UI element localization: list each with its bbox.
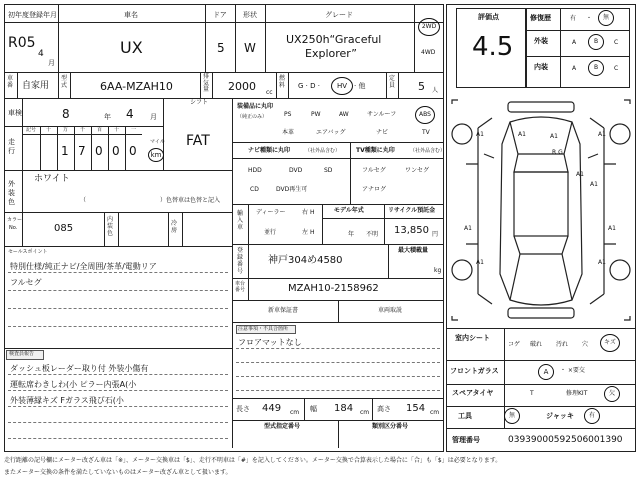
equip-airbag: エアバッグ [316,129,346,136]
recycle-value: 13,850 [394,225,429,236]
sheet-scratch-circled: キズ [600,334,620,352]
height-cm: cm [430,409,440,416]
model-year-label: モデル年式 [334,207,364,214]
inspection-month: 4 [126,107,134,121]
diag-mark-4: A1 [550,133,558,140]
digit-place-label: 十 [46,127,52,133]
shape-value: W [244,41,256,55]
ext-grade-c: C [614,39,619,46]
int-grade-a: A [572,65,577,72]
first-reg-label: 初年度登録年月 [8,11,57,19]
max-load-kg: kg [434,267,442,274]
tv-oneseg: ワンセグ [405,167,430,174]
aircon-label: 冷房 [171,220,178,235]
management-value: 0393900059250600139​0 [508,435,623,445]
sheet-hole: 穴 [582,341,589,348]
mileage-digit: 0 [129,144,137,158]
jack-label: ジャッキ [546,412,574,420]
usage-value: 自家用 [22,81,50,91]
mile-label: マイル [150,139,165,145]
exterior-label: 外装色 [8,180,15,207]
shift-value: FAT [186,133,210,149]
equipment-title: 装備品に丸印 [237,103,274,110]
equip-ps: PS [284,111,292,118]
inspector-line-1: ダッシュ板レーダー取り付 外装小傷有 [10,364,149,373]
digit-place-label: 十 [114,127,120,133]
door-label: ドア [213,11,227,19]
spare-t: T [530,390,534,397]
chassis-label: 車台番号 [235,281,246,293]
first-reg-month-unit: 月 [48,59,55,67]
import-parallel: 並行 [264,229,277,236]
sheet-burn: コゲ [508,341,521,348]
equip-tv: TV [422,129,430,136]
diag-mark-6: A1 [590,181,598,188]
exterior-note-open: （ [80,197,87,204]
car-damage-diagram [448,94,634,326]
sheet-tear: 破れ [530,341,543,348]
diag-mark-1: A1 [476,131,484,138]
model-name-value: UX [120,38,143,57]
interior-color-label: 内装色 [107,216,114,238]
inspection-year: 8 [62,107,70,121]
capacity-unit: 人 [432,87,439,94]
management-label: 管理番号 [452,436,480,444]
tv-title: TV種類に丸印 [356,147,395,154]
drive-4wd: 4WD [421,49,436,56]
grade-label: グレード [325,11,353,19]
fuel-options: G · D · [298,82,320,90]
displacement-value: 2000 [228,80,256,93]
max-load-label: 最大積載量 [398,247,429,254]
import-label: 輸入車 [237,210,244,232]
fuel-tail: · 他 [354,82,366,90]
type-value: 6AA-MZAH10 [100,80,173,93]
length-cm: cm [290,409,300,416]
model-year-unknown: 不明 [366,231,379,238]
digits-label: 記号 [26,127,37,133]
capacity-label: 定員 [389,75,396,89]
digit-place-label: 千 [80,127,86,133]
sales-point-line-2: フルセグ [10,278,42,287]
inspection-year-unit: 年 [104,113,111,121]
registration-label: 登録番号 [237,247,244,275]
plate-label: 車番 [7,75,14,89]
interior-sheet-label: 室内シート [455,334,490,342]
first-reg-month: 4 [38,49,44,59]
digit-place-label: 百 [97,127,103,133]
warranty-label: 新車保証書 [268,307,299,314]
caution-title: 注意事項・不具合箇所 [238,326,289,332]
equip-pw: PW [311,111,321,118]
color-code-label: カラー [7,217,23,223]
spare-label: スペアタイヤ [452,389,494,397]
jack-circled: 有 [584,408,600,424]
cc-unit: cc [266,89,273,96]
equip-aw: AW [339,111,349,118]
fuel-label: 燃料 [279,75,286,89]
door-value: 5 [217,41,225,55]
repair-yes: 有 [570,15,577,22]
equip-leather: 本革 [282,129,295,136]
height-label: 高さ [377,405,391,413]
import-right: 右 [302,209,309,216]
model-year-unit: 年 [348,231,355,238]
int-grade-b-circled: B [588,60,604,76]
recycle-label: リサイクル預託金 [388,207,436,214]
exterior-value: ホワイト [34,174,70,184]
exterior-note: 色替車は色替と記入 [166,197,221,204]
tv-analog: アナログ [362,186,387,193]
repair-label: 修復歴 [530,14,551,22]
chassis-value: MZAH10-2158962 [288,283,379,294]
tv-note: （社外品含む） [410,148,446,154]
import-dealer: ディーラー [256,209,286,216]
navi-title: ナビ種類に丸印 [248,147,291,154]
diag-mark-8: A1 [608,225,616,232]
diag-mark-7: A1 [464,225,472,232]
front-glass-label: フロントガラス [450,367,499,375]
shift-label: シフト [190,99,209,106]
footer-line-1: 走行距離の記号欄にメーター改ざん車は「※」、メーター交換車は「$」、走行不明車は「#」を記入してください。メーター交換で合算表示した場合に「合」も「$」は必要となります。 [4,457,502,464]
diag-mark-9: A1 [476,259,484,266]
length-label: 長さ [236,405,250,413]
inspector-line-3: 外装薄縁キズ Fガラス飛び石(小 [10,396,124,405]
equip-navi: ナビ [376,129,389,136]
grade-value-2: Explorer” [305,47,357,60]
navi-cd: CD [250,186,259,193]
sheet-dirt: 汚れ [556,341,569,348]
ext-grade-label: 外装 [534,37,548,45]
first-reg-value: R05 [8,35,36,51]
front-glass-circled: A [538,364,554,380]
grade-value-1: UX250h“Graceful [286,33,382,46]
tv-fullseg: フルセグ [362,167,386,174]
diag-mark-2: A1 [598,131,606,138]
ext-grade-b-circled: B [588,34,604,50]
footer-line-2: またメーター交換の条件を満たしていないものはメーター改ざん車として扱います。 [4,469,232,476]
spare-missing-circled: 欠 [604,386,620,402]
inspection-label: 車検 [8,109,22,117]
model-name-label: 車名 [124,11,138,19]
mileage-digit: 0 [95,144,103,158]
tools-label: 工具 [458,412,472,420]
height-value: 154 [406,403,426,414]
diag-mark-10: A1 [598,259,606,266]
inspector-line-2: 運転席わきしわ(小 ピラー内張A(小 [10,380,137,389]
score-value: 4.5 [472,32,514,62]
front-glass-text: ・ ×要交 [560,367,585,374]
navi-hdd: HDD [248,167,262,174]
diag-mark-5: A1 [576,171,584,178]
drive-2wd-circled: 2WD [418,18,440,36]
inspection-month-unit: 月 [150,113,157,121]
navi-dvd: DVD [289,167,303,174]
sales-point-title: セールスポイント [8,249,48,255]
shape-label: 形状 [243,11,257,19]
type-spec-label: 型式指定番号 [264,423,301,430]
mileage-digit: 0 [112,144,120,158]
int-grade-label: 内装 [534,63,548,71]
import-right-h: H [310,209,315,216]
capacity-value: 5 [418,80,425,93]
tools-circled: 無 [504,408,520,424]
digit-place-label: 万 [63,127,69,133]
sales-point-line-1: 特別仕様/純正ナビ/全周囲/茶革/電動リア [10,262,157,271]
type-label: 型式 [61,75,68,89]
width-label: 幅 [310,405,317,413]
mileage-digit: 7 [78,144,86,158]
inspector-title: 検査員報告 [9,351,35,357]
equipment-subtitle: （純正のみ） [237,114,268,120]
import-left: 左 [302,229,309,236]
navi-note: （社外品含む） [305,148,341,154]
equip-sunroof: サンルーフ [367,111,397,118]
registration-value: 神戸304め4580 [268,255,343,266]
int-grade-c: C [614,65,619,72]
ext-grade-a: A [572,39,577,46]
repair-dash: ・ [586,15,593,22]
exterior-note-close: ） [160,197,167,204]
digit-place-label: 一 [131,127,137,133]
navi-dvd-play: DVD再生可 [276,186,308,193]
manual-label: 車両取説 [378,307,403,314]
length-value: 449 [262,403,282,414]
spare-repair: 修理KIT [566,390,588,397]
displacement-label: 排気量 [203,73,210,94]
repair-no-circled: 無 [598,10,614,26]
color-code-label2: No. [9,225,18,231]
class-label: 類別区分番号 [372,423,409,430]
color-code-value: 085 [54,223,74,234]
recycle-yen: 円 [432,231,439,238]
km-circled: km [148,148,164,162]
import-left-h: H [310,229,315,236]
fuel-hv-circled: HV [331,77,353,95]
width-cm: cm [360,409,370,416]
caution-value: フロアマットなし [238,338,302,347]
mileage-label: 走行 [8,138,15,156]
navi-sd: SD [324,167,333,174]
mileage-digit: 1 [61,144,69,158]
equip-abs-circled: ABS [415,106,435,124]
width-value: 184 [334,403,354,414]
score-label: 評価点 [478,13,499,21]
diag-mark-3: A1 [518,131,526,138]
diag-mark-11: R G [552,149,563,156]
